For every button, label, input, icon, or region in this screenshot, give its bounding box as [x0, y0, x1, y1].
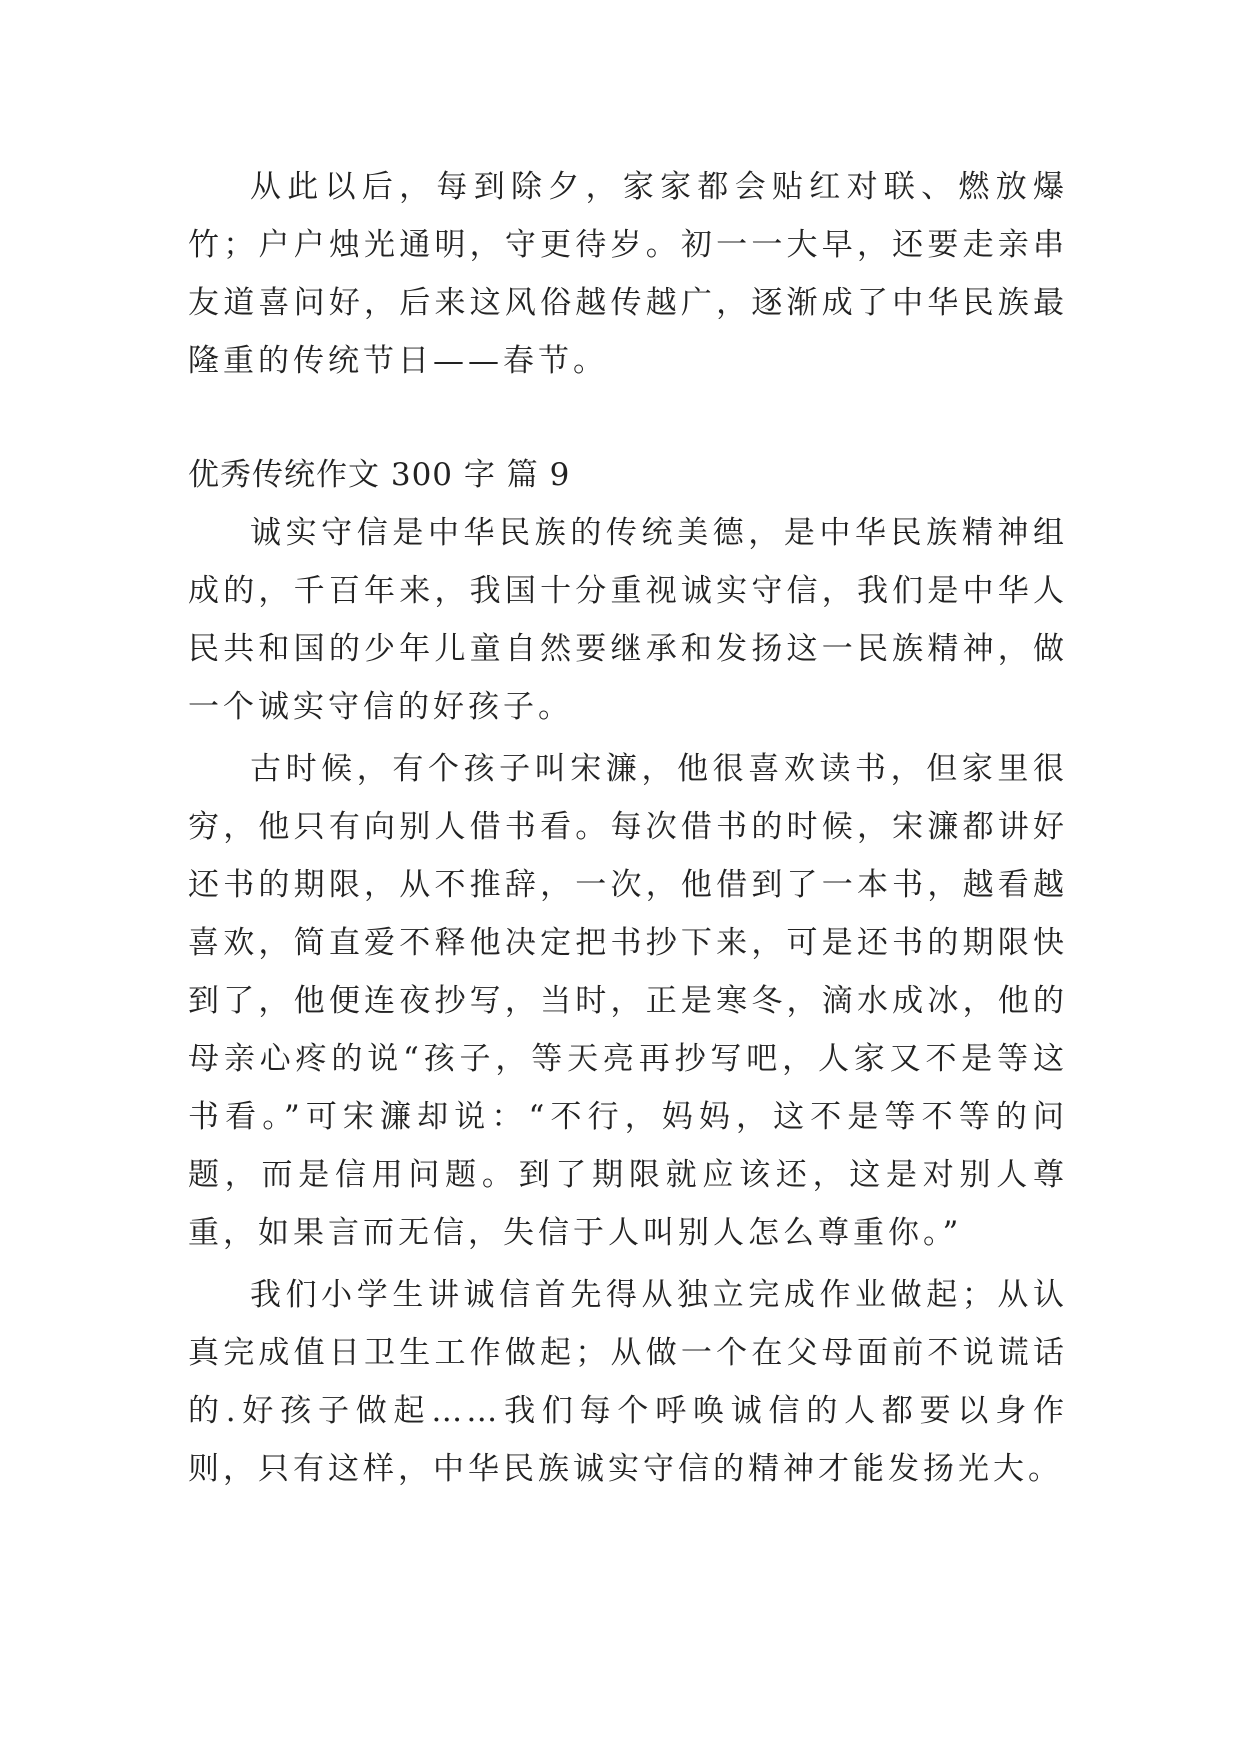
paragraph-spring-festival: 从此以后，每到除夕，家家都会贴红对联、燃放爆竹；户户烛光通明，守更待岁。初一一大早，还要走亲串友道喜问好，后来这风俗越传越广，逐渐成了中华民族最隆重的传统节日——春节。 — [188, 169, 1068, 379]
paragraph-honesty-intro: 诚实守信是中华民族的传统美德，是中华民族精神组成的，千百年来，我国十分重视诚实守信，我们是中华人民共和国的少年儿童自然要继承和发扬这一民族精神，做一个诚实守信的好孩子。 — [188, 515, 1068, 725]
paragraph-conclusion: 我们小学生讲诚信首先得从独立完成作业做起；从认真完成值日卫生工作做起；从做一个在父母面前不说谎话的.好孩子做起……我们每个呼唤诚信的人都要以身作则，只有这样，中华民族诚实守信的精神才能发扬光大。 — [188, 1277, 1068, 1487]
section-heading: 优秀传统作文 300 字 篇 9 — [188, 457, 571, 493]
paragraph-song-lian-story: 古时候，有个孩子叫宋濂，他很喜欢读书，但家里很穷，他只有向别人借书看。每次借书的时候，宋濂都讲好还书的期限，从不推辞，一次，他借到了一本书，越看越喜欢，简直爱不释他决定把书抄下来，可是还书的期限快到了，他便连夜抄写，当时，正是寒冬，滴水成冰，他的母亲心疼的说“孩子，等天亮再抄写吧，人家又不是等这书看。”可宋濂却说：“不行，妈妈，这不是等不等的问题，而是信用问题。到了期限就应该还，这是对别人尊重，如果言而无信，失信于人叫别人怎么尊重你。” — [188, 751, 1068, 1251]
document-body — [188, 158, 1068, 1498]
